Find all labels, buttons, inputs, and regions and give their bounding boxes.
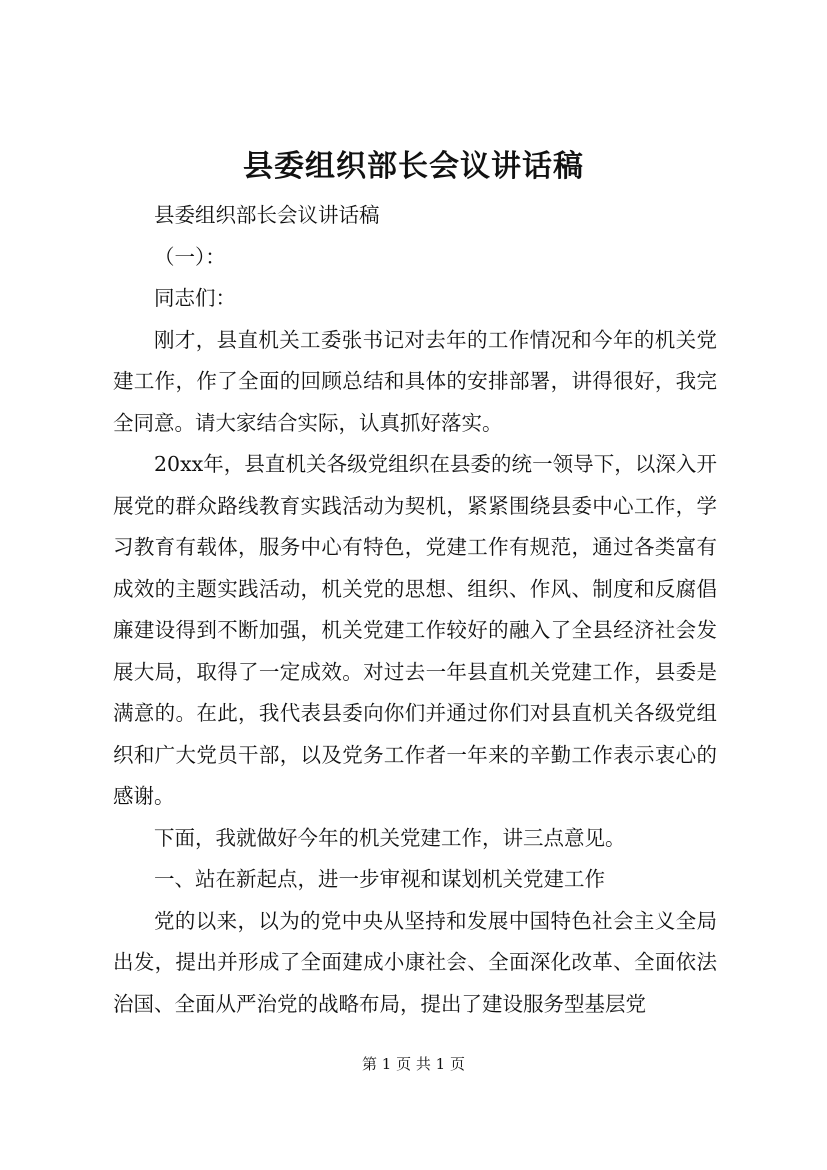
paragraph-agenda: 下面，我就做好今年的机关党建工作，讲三点意见。 [154, 825, 626, 850]
document-title: 县委组织部长会议讲话稿 [243, 149, 584, 184]
document-body [113, 195, 717, 1025]
page-footer: 第 1 页 共 1 页 [362, 1055, 465, 1073]
paragraph-opening: 刚才，县直机关工委张书记对去年的工作情况和今年的机关党建工作，作了全面的回顾总结和具体的安排部署，讲得很好，我完全同意。请大家结合实际，认真抓好落实。 [113, 327, 717, 435]
paragraph-heading-one: 一、站在新起点，进一步审视和谋划机关党建工作 [154, 867, 605, 891]
paragraph-body-one: 党的以来，以为的党中央从坚持和发展中国特色社会主义全局出发，提出并形成了全面建成小康社会、全面深化改革、全面依法治国、全面从严治党的战略布局，提出了建设服务型基层党 [113, 908, 717, 1016]
paragraph-subtitle: 县委组织部长会议讲话稿 [154, 203, 380, 227]
paragraph-section-marker: （一）： [154, 244, 226, 269]
paragraph-salutation: 同志们： [154, 286, 236, 310]
paragraph-review: 20xx年，县直机关各级党组织在县委的统一领导下，以深入开展党的群众路线教育实践活动为契机，紧紧围绕县委中心工作，学习教育有载体，服务中心有特色，党建工作有规范，通过各类富有成效的主题实践活动，机关党的思想、组织、作风、制度和反腐倡廉建设得到不断加强，机关党建工作较好的融入了全县经济社会发展大局，取得了一定成效。对过去一年县直机关党建工作，县委是满意的。在此，我代表县委向你们并通过你们对县直机关各级党组织和广大党员干部，以及党务工作者一年来的辛勤工作表示衷心的感谢。 [113, 452, 717, 808]
